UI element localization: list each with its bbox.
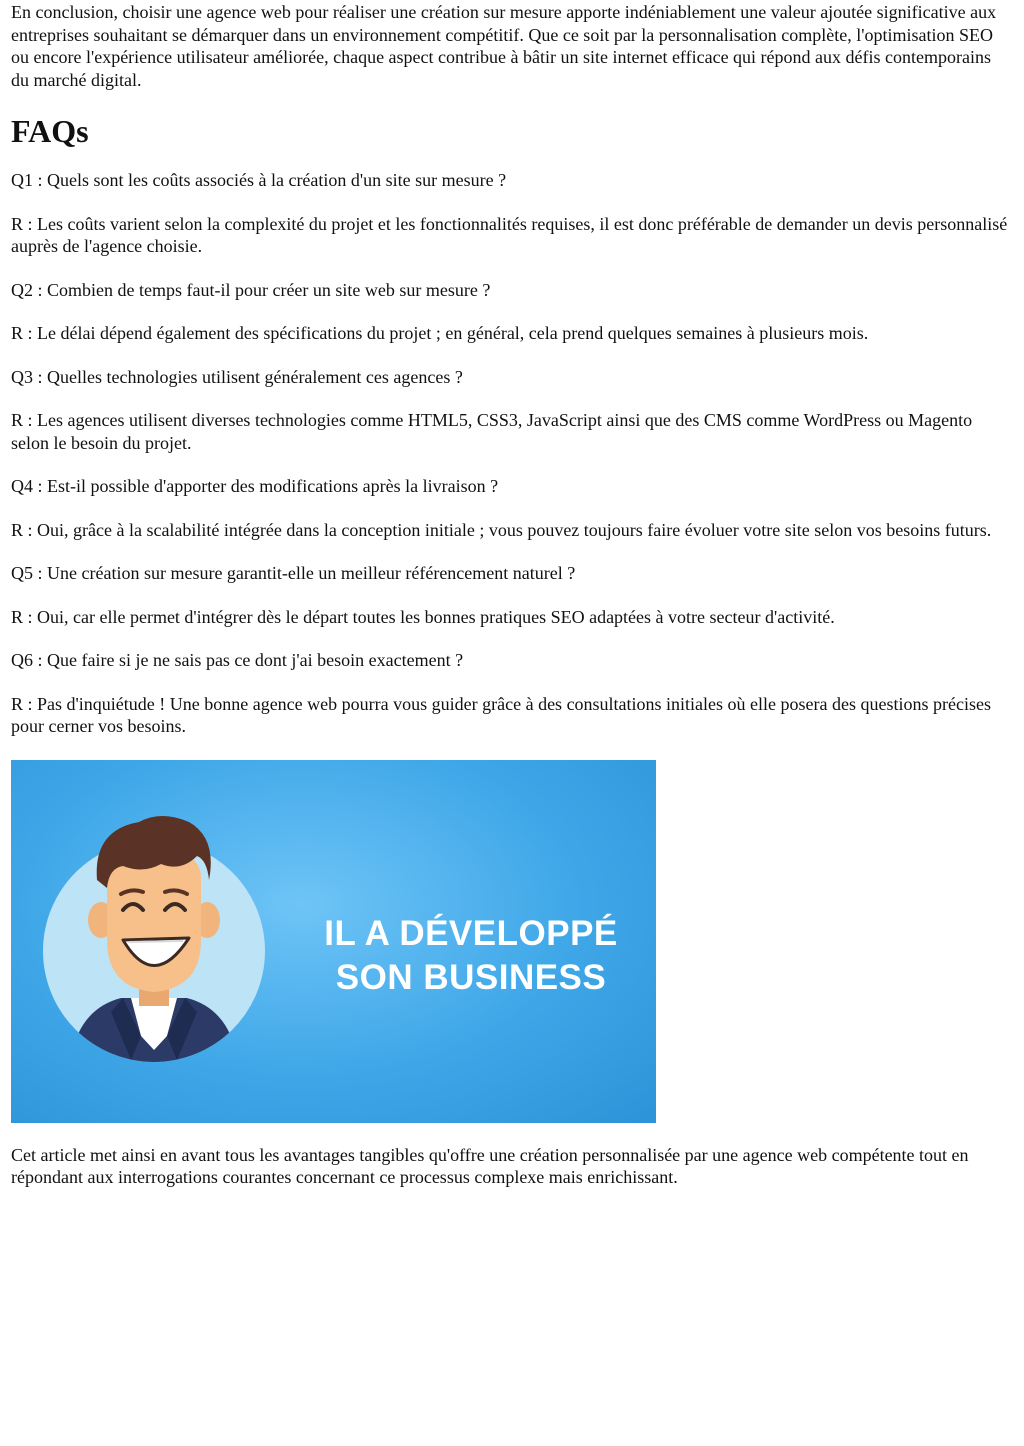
faq-answer-6: R : Pas d'inquiétude ! Une bonne agence web pourra vous guider grâce à des consultations initiales où elle posera des questions précises pour cerner vos besoins. (11, 693, 991, 736)
faq-heading: FAQs (11, 113, 89, 149)
hero-caption (301, 912, 641, 1000)
faq-answer-1: R : Les coûts varient selon la complexité du projet et les fonctionnalités requises, il est donc préférable de demander un devis personnalisé auprès de l'agence choisie. (11, 213, 1008, 256)
faq-answer-5: R : Oui, car elle permet d'intégrer dès le départ toutes les bonnes pratiques SEO adaptées à votre secteur d'activité. (11, 606, 835, 627)
closing-paragraph: Cet article met ainsi en avant tous les avantages tangibles qu'offre une création personnalisée par une agence web compétente tout en répondant aux interrogations courantes concernant ce processus complexe mais enrichissant. (11, 1144, 969, 1187)
hero-image (11, 760, 656, 1123)
faq-question-6: Q6 : Que faire si je ne sais pas ce dont j'ai besoin exactement ? (11, 650, 464, 670)
faq-question-1: Q1 : Quels sont les coûts associés à la création d'un site sur mesure ? (11, 170, 507, 190)
faq-question-2: Q2 : Combien de temps faut-il pour créer un site web sur mesure ? (11, 279, 491, 300)
faq-question-5: Q5 : Une création sur mesure garantit-elle un meilleur référencement naturel ? (11, 563, 576, 583)
intro-paragraph: En conclusion, choisir une agence web pour réaliser une création sur mesure apporte indéniablement une valeur ajoutée significative aux entreprises souhaitant se démarquer dans un environnement compétitif. Que ce soit par la personnalisation complète, l'optimisation SEO ou encore l'expérience utilisateur améliorée, chaque aspect contribue à bâtir un site internet efficace qui répond aux défis contemporains du marché digital. (11, 2, 997, 90)
document-page (11, 0, 1011, 1189)
faq-list (11, 169, 1011, 738)
faq-answer-2: R : Le délai dépend également des spécifications du projet ; en général, cela prend quelques semaines à plusieurs mois. (11, 323, 869, 343)
faq-question-4: Q4 : Est-il possible d'apporter des modifications après la livraison ? (11, 476, 499, 496)
hero-caption-line-2: SON BUSINESS (335, 957, 607, 997)
faq-question-3: Q3 : Quelles technologies utilisent généralement ces agences ? (11, 366, 463, 387)
faq-answer-4: R : Oui, grâce à la scalabilité intégrée dans la conception initiale ; vous pouvez toujours faire évoluer votre site selon vos besoins futurs. (11, 519, 992, 540)
faq-answer-3: R : Les agences utilisent diverses technologies comme HTML5, CSS3, JavaScript ainsi que des CMS comme WordPress ou Magento selon le besoin du projet. (11, 410, 973, 453)
hero-caption-line-1: IL A DÉVELOPPÉ (324, 913, 618, 953)
